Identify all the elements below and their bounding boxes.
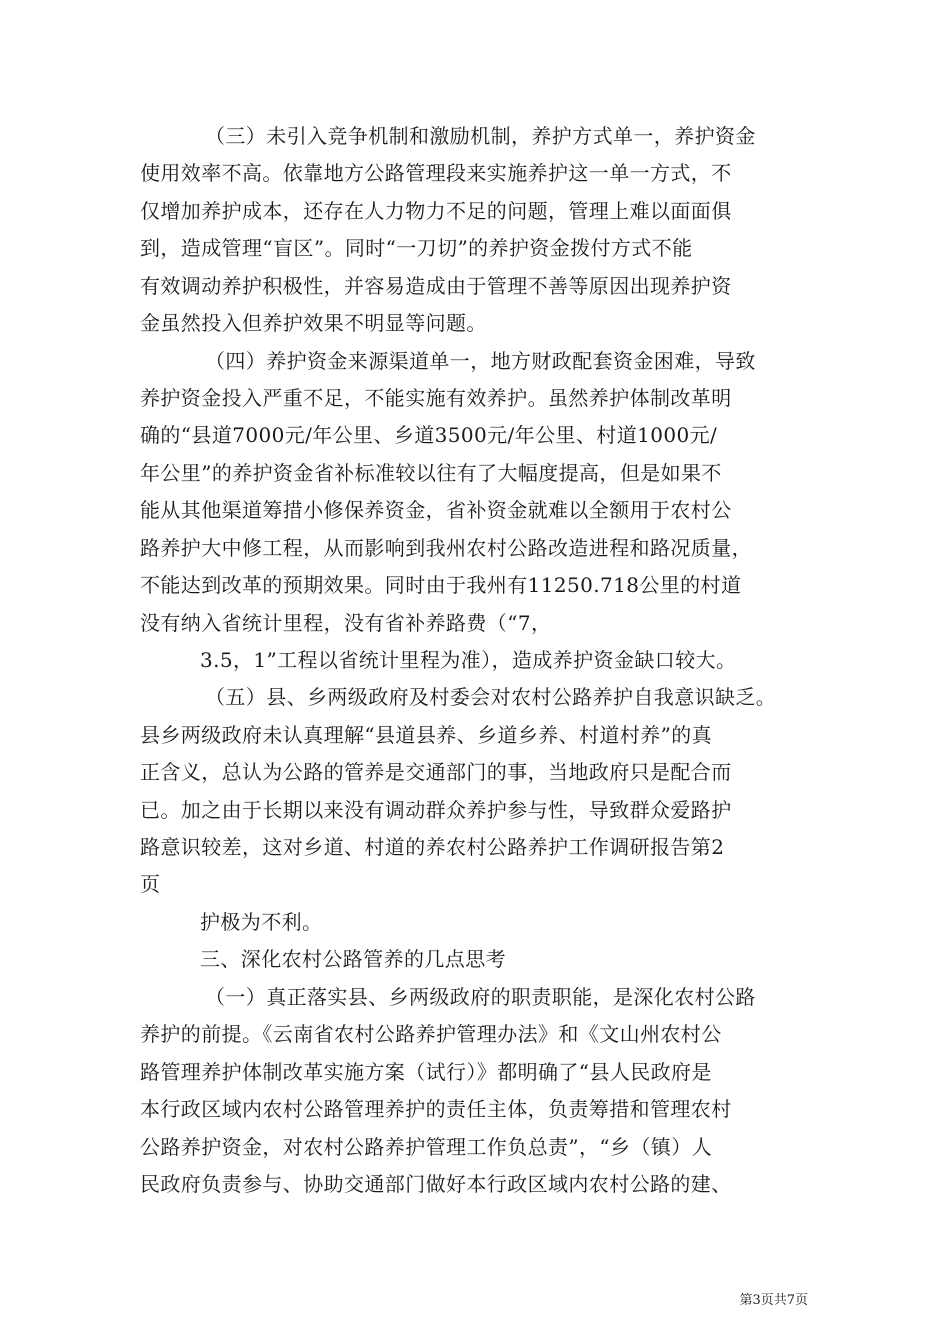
text-line: （五）县、乡两级政府及村委会对农村公路养护自我意识缺乏。	[205, 685, 777, 709]
text-line: 能从其他渠道筹措小修保养资金，省补资金就难以全额用于农村公	[140, 498, 732, 522]
text-line: 路意识较差，这对乡道、村道的养农村公路养护工作调研报告第2	[140, 835, 725, 859]
text-line: 本行政区域内农村公路管理养护的责任主体，负责筹措和管理农村	[140, 1097, 732, 1121]
text-line: 到，造成管理“盲区”。同时“一刀切”的养护资金拨付方式不能	[140, 236, 693, 260]
text-line: 养护资金投入严重不足，不能实施有效养护。虽然养护体制改革明	[140, 386, 732, 410]
text-line: 民政府负责参与、协助交通部门做好本行政区域内农村公路的建、	[140, 1172, 732, 1196]
text-line: （一）真正落实县、乡两级政府的职责职能，是深化农村公路	[205, 985, 756, 1009]
text-line: 年公里”的养护资金省补标准较以往有了大幅度提高，但是如果不	[140, 461, 722, 485]
text-line: 使用效率不高。依靠地方公路管理段来实施养护这一单一方式，不	[140, 161, 732, 185]
text-line: 县乡两级政府未认真理解“县道县养、乡道乡养、村道村养”的真	[140, 723, 713, 747]
text-line: 仅增加养护成本，还存在人力物力不足的问题，管理上难以面面俱	[140, 199, 732, 223]
text-line: 已。加之由于长期以来没有调动群众养护参与性，导致群众爱路护	[140, 798, 732, 822]
text-line: 养护的前提。《云南省农村公路养护管理办法》和《文山州农村公	[140, 1022, 722, 1046]
text-line: 护极为不利。	[200, 910, 323, 934]
section-heading: 三、深化农村公路管养的几点思考	[200, 947, 506, 971]
text-line: 公路养护资金，对农村公路养护管理工作负总责”，“乡（镇）人	[140, 1135, 713, 1159]
page-number: 第3页共7页	[739, 1293, 808, 1308]
text-line: （四）养护资金来源渠道单一，地方财政配套资金困难，导致	[205, 349, 756, 373]
text-line: 路养护大中修工程，从而影响到我州农村公路改造进程和路况质量，	[140, 536, 752, 560]
text-line: 页	[140, 872, 161, 896]
text-line: 有效调动养护积极性，并容易造成由于管理不善等原因出现养护资	[140, 274, 732, 298]
text-line: 正含义，总认为公路的管养是交通部门的事，当地政府只是配合而	[140, 760, 732, 784]
text-line: 没有纳入省统计里程，没有省补养路费（“7，	[140, 611, 552, 635]
text-line: （三）未引入竞争机制和激励机制，养护方式单一，养护资金	[205, 124, 756, 148]
text-line: 3.5，1”工程以省统计里程为准），造成养护资金缺口较大。	[200, 648, 737, 672]
text-line: 不能达到改革的预期效果。同时由于我州有11250.718公里的村道	[140, 573, 742, 597]
text-line: 路管理养护体制改革实施方案（试行）》都明确了“县人民政府是	[140, 1060, 712, 1084]
text-line: 金虽然投入但养护效果不明显等问题。	[140, 311, 487, 335]
text-line: 确的“县道7000元/年公里、乡道3500元/年公里、村道1000元/	[140, 423, 718, 447]
